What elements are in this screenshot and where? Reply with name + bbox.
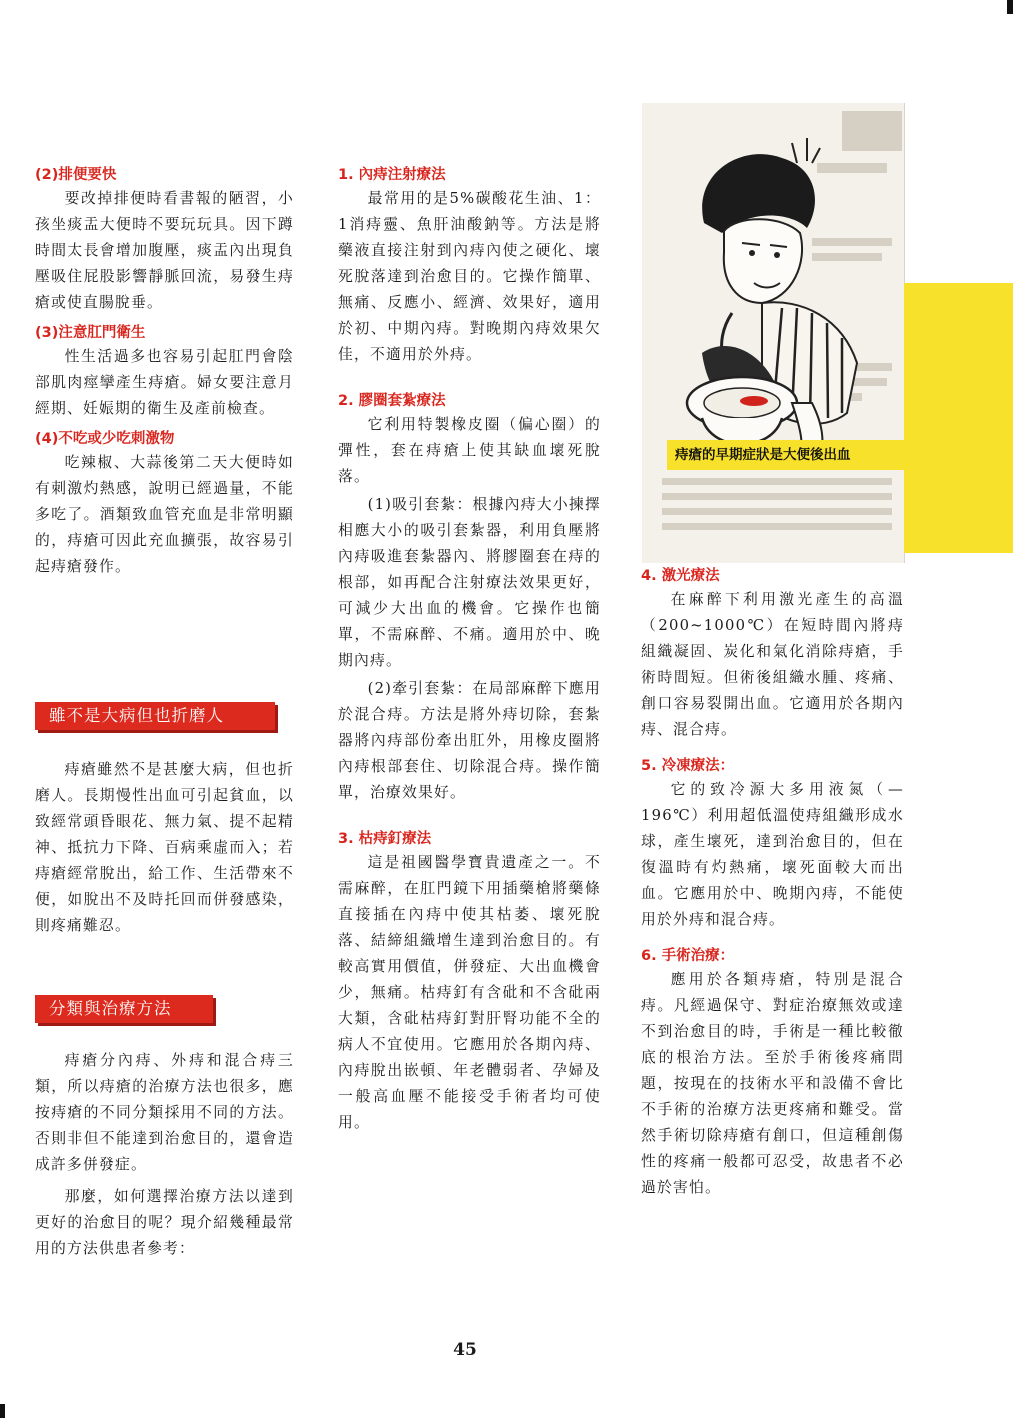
para-ligation: 它利用特製橡皮圈（偏心圈）的彈性，套在痔瘡上使其缺血壞死脫落。 [338, 416, 601, 485]
heading-nail: 3. 枯痔釘療法 [338, 831, 432, 847]
column-1 [35, 164, 294, 580]
heading-spicy: (4)不吃或少吃刺激物 [35, 431, 175, 447]
para-nail: 這是祖國醫學寶貴遺產之一。不需麻醉，在肛門鏡下用插藥槍將藥條直接插在內痔中使其枯萎、壞死脫落、結締組織增生達到治愈目的。有較高實用價值，併發症、大出血機會少，無痛。枯痔釘有含砒和不含砒兩大類，含砒枯痔釘對肝腎功能不全的病人不宜使用。它應用於各期內痔、內痔脫出嵌頓、年老體弱者、孕婦及一般高血壓不能接受手術者均可使用。 [338, 854, 601, 1131]
para-laser: 在麻醉下利用激光產生的高溫（200~1000℃）在短時間內將痔組織凝固、炭化和氣化消除痔瘡，手術時間短。但術後組織水腫、疼痛、創口容易裂開出血。它適用於各期內痔、混合痔。 [641, 591, 904, 738]
section-bar-notbig: 雖不是大病但也折磨人 [35, 702, 275, 730]
column-3 [641, 565, 904, 1201]
corner-mark-bottom-left [0, 1404, 5, 1418]
page-number: 45 [453, 1340, 477, 1360]
para-traction: (2)牽引套紮：在局部麻醉下應用於混合痔。方法是將外痔切除，套紮器將內痔部份牽出肛外，用橡皮圈將內痔根部套住、切除混合痔。操作簡單，治療效果好。 [338, 680, 601, 801]
para-freeze: 它的致冷源大多用液氮（—196℃）利用超低溫使痔組織形成水球，產生壞死，達到治愈目的，但在復溫時有灼熱痛，壞死面較大而出血。它應用於中、晚期內痔，不能使用於外痔和混合痔。 [641, 781, 904, 928]
heading-ligation: 2. 膠圈套紮療法 [338, 393, 446, 409]
heading-hygiene: (3)注意肛門衛生 [35, 325, 146, 341]
heading-bowel: (2)排便要快 [35, 167, 117, 183]
column-2 [338, 164, 601, 1136]
para-surgery: 應用於各類痔瘡，特別是混合痔。凡經過保守、對症治療無效或達不到治愈目的時，手術是一種比較徹底的根治方法。至於手術後疼痛問題，按現在的技術水平和設備不會比不手術的治療方法更疼痛和難受。當然手術切除痔瘡有創口，但這種創傷性的疼痛一般都可忍受，故患者不必過於害怕。 [641, 971, 904, 1196]
para-hygiene: 性生活過多也容易引起肛門會陰部肌肉痙攣產生痔瘡。婦女要注意月經期、妊娠期的衛生及產前檢查。 [35, 348, 294, 417]
para-classify-1: 痔瘡分內痔、外痔和混合痔三類，所以痔瘡的治療方法也很多，應按痔瘡的不同分類採用不同的方法。否則非但不能達到治愈目的，還會造成許多併發症。 [35, 1052, 294, 1173]
heading-freeze: 5. 冷凍療法： [641, 758, 735, 774]
heading-surgery: 6. 手術治療： [641, 948, 735, 964]
para-notbig: 痔瘡雖然不是甚麼大病，但也折磨人。長期慢性出血可引起貧血，以致經常頭昏眼花、無力氣、提不起精神、抵抗力下降、百病乘虛而入；若痔瘡經常脫出，給工作、生活帶來不便，如脫出不及時托回而併發感染，則疼痛難忍。 [35, 761, 294, 934]
para-classify-2: 那麼，如何選擇治療方法以達到更好的治愈目的呢？現介紹幾種最常用的方法供患者參考： [35, 1188, 294, 1257]
cartoon-drawing [642, 103, 904, 563]
heading-laser: 4. 激光療法 [641, 568, 720, 584]
para-bowel: 要改掉排便時看書報的陋習，小孩坐痰盂大便時不要玩玩具。因下蹲時間太長會增加腹壓，痰盂內出現負壓吸住屁股影響靜脈回流，易發生痔瘡或使直腸脫垂。 [35, 190, 294, 311]
column-1-classify [35, 1048, 294, 1262]
cartoon-illustration [642, 103, 905, 563]
column-1-notbig [35, 757, 294, 939]
heading-injection: 1. 內痔注射療法 [338, 167, 446, 183]
para-suction: (1)吸引套紮：根據內痔大小揀擇相應大小的吸引套紮器，利用負壓將內痔吸進套紮器內、將膠圈套在痔的根部，如再配合注射療法效果更好，可減少大出血的機會。它操作也簡單，不需麻醉、不痛。適用於中、晚期內痔。 [338, 496, 601, 669]
yellow-accent-block [904, 283, 1013, 553]
section-bar-classify: 分類與治療方法 [35, 995, 213, 1023]
para-spicy: 吃辣椒、大蒜後第二天大便時如有刺激灼熱感，說明已經過量，不能多吃了。酒類致血管充血是非常明顯的，痔瘡可因此充血擴張，故容易引起痔瘡發作。 [35, 454, 294, 575]
corner-mark-top-right [1007, 0, 1013, 14]
para-injection: 最常用的是5%碳酸花生油、1：1消痔靈、魚肝油酸鈉等。方法是將藥液直接注射到內痔內使之硬化、壞死脫落達到治愈目的。它操作簡單、無痛、反應小、經濟、效果好，適用於初、中期內痔。對晚期內痔效果欠佳，不適用於外痔。 [338, 190, 601, 363]
illustration-caption: 痔瘡的早期症狀是大便後出血 [667, 440, 917, 470]
